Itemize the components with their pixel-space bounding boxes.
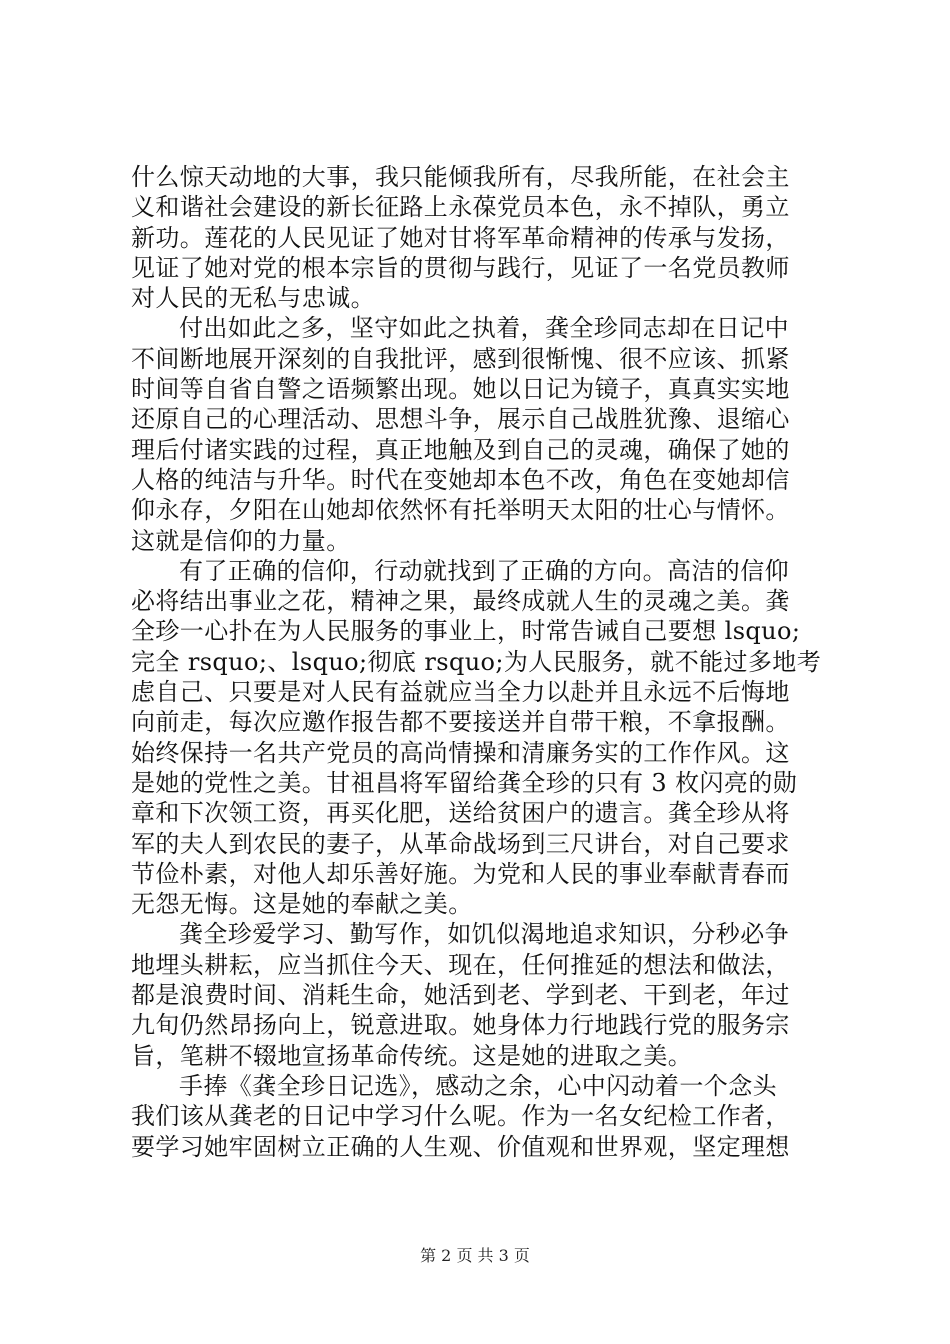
text-line: 都是浪费时间、消耗生命，她活到老、学到老、干到老，年过 <box>131 981 790 1010</box>
text-line: 向前走，每次应邀作报告都不要接送并自带干粮，不拿报酬。 <box>131 708 790 737</box>
text-line: 手捧《龚全珍日记选》，感动之余，心中闪动着一个念头 <box>179 1071 777 1100</box>
text-line: 章和下次领工资，再买化肥，送给贫困户的遗言。龚全珍从将 <box>131 799 790 828</box>
text-line: 龚全珍爱学习、勤写作，如饥似渴地追求知识，分秒必争 <box>179 920 789 949</box>
text-line: 我们该从龚老的日记中学习什么呢。作为一名女纪检工作者， <box>131 1102 790 1131</box>
text-line: 虑自己、只要是对人民有益就应当全力以赴并且永远不后悔地 <box>131 678 790 707</box>
text-line: 旨，笔耕不辍地宣扬革命传统。这是她的进取之美。 <box>131 1041 693 1070</box>
text-line: 是她的党性之美。甘祖昌将军留给龚全珍的只有 3 枚闪亮的勋 <box>131 768 798 797</box>
text-line: 完全 rsquo;、lsquo;彻底 rsquo;为人民服务，就不能过多地考 <box>131 647 822 676</box>
text-line: 仰永存，夕阳在山她却依然怀有托举明天太阳的壮心与情怀。 <box>131 496 790 525</box>
text-line: 九旬仍然昂扬向上，锐意进取。她身体力行地践行党的服务宗 <box>131 1011 790 1040</box>
text-line: 新功。莲花的人民见证了她对甘将军革命精神的传承与发扬， <box>131 223 790 252</box>
text-line: 必将结出事业之花，精神之果，最终成就人生的灵魂之美。龚 <box>131 587 790 616</box>
text-line: 全珍一心扑在为人民服务的事业上，时常告诫自己要想 lsquo; <box>131 617 801 646</box>
text-line: 军的夫人到农民的妻子，从革命战场到三尺讲台，对自己要求 <box>131 829 790 858</box>
text-line: 什么惊天动地的大事，我只能倾我所有，尽我所能，在社会主 <box>131 163 790 191</box>
text-line: 义和谐社会建设的新长征路上永葆党员本色，永不掉队，勇立 <box>131 193 790 222</box>
text-line: 不间断地展开深刻的自我批评，感到很惭愧、很不应该、抓紧 <box>131 344 790 373</box>
text-line: 还原自己的心理活动、思想斗争，展示自己战胜犹豫、退缩心 <box>131 405 790 434</box>
text-line: 付出如此之多，坚守如此之执着，龚全珍同志却在日记中 <box>179 314 789 343</box>
text-line: 对人民的无私与忠诚。 <box>131 284 375 313</box>
text-line: 理后付诸实践的过程，真正地触及到自己的灵魂，确保了她的 <box>131 435 790 464</box>
text-line: 这就是信仰的力量。 <box>131 526 351 555</box>
text-line: 地埋头耕耘，应当抓住今天、现在，任何推延的想法和做法， <box>131 950 790 979</box>
text-line: 要学习她牢固树立正确的人生观、价值观和世界观，坚定理想 <box>131 1132 790 1161</box>
text-line: 人格的纯洁与升华。时代在变她却本色不改，角色在变她却信 <box>131 465 790 494</box>
text-line: 有了正确的信仰，行动就找到了正确的方向。高洁的信仰 <box>179 556 789 585</box>
text-line: 无怨无悔。这是她的奉献之美。 <box>131 890 473 919</box>
text-line: 见证了她对党的根本宗旨的贯彻与践行，见证了一名党员教师 <box>131 253 790 282</box>
document-body <box>131 162 831 1162</box>
text-line: 节俭朴素，对他人却乐善好施。为党和人民的事业奉献青春而 <box>131 859 790 888</box>
text-line: 时间等自省自警之语频繁出现。她以日记为镜子，真真实实地 <box>131 375 790 404</box>
text-line: 始终保持一名共产党员的高尚情操和清廉务实的工作作风。这 <box>131 738 790 767</box>
page-footer: 第 2 页 共 3 页 <box>420 1246 530 1265</box>
